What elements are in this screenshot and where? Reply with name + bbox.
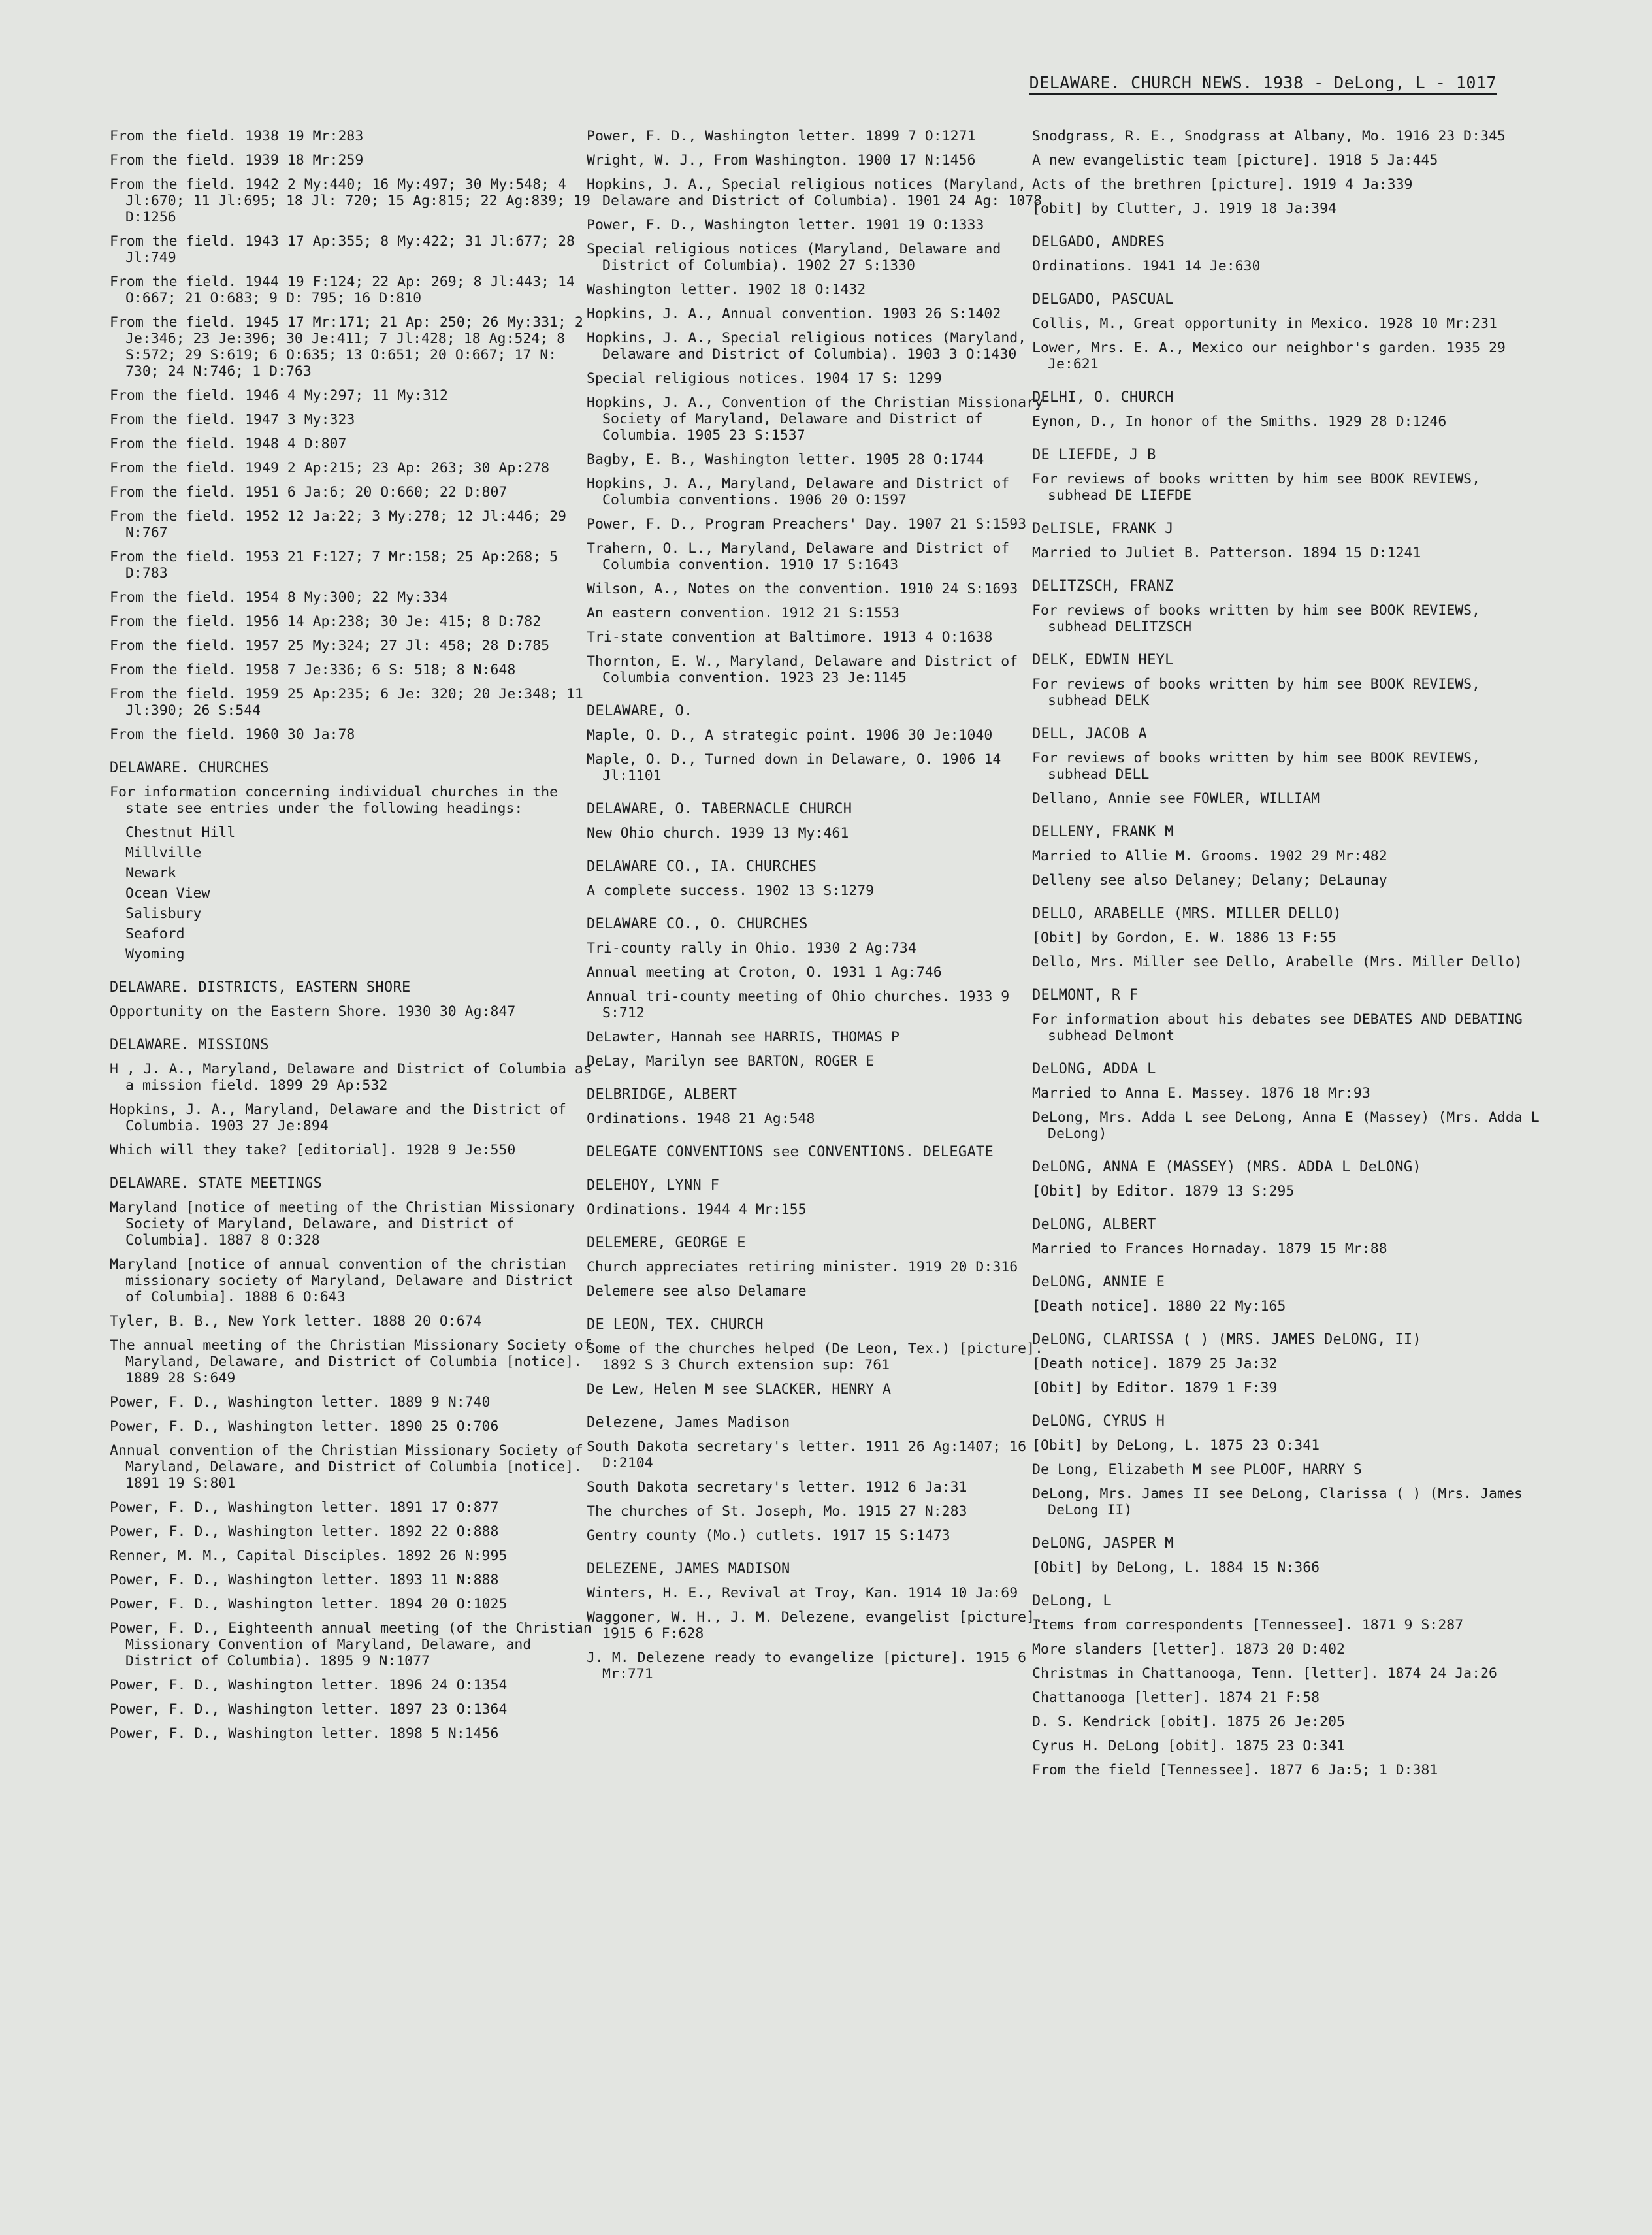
index-entry: Lower, Mrs. E. A., Mexico our neighbor's garden. 1935 29 Je:621	[1032, 340, 1506, 372]
index-entry: Winters, H. E., Revival at Troy, Kan. 1914 10 Ja:69	[587, 1585, 1018, 1601]
index-entry: For information concerning individual churches in the state see entries under the following headings:	[110, 784, 559, 817]
index-entry: Bagby, E. B., Washington letter. 1905 28 O:1744	[587, 451, 984, 468]
index-entry: From the field. 1960 30 Ja:78	[110, 726, 355, 743]
index-entry: [Obit] by DeLong, L. 1875 23 O:341	[1032, 1437, 1320, 1454]
index-entry: Power, F. D., Washington letter. 1898 5 N:1456	[110, 1725, 499, 1742]
index-entry: Power, F. D., Washington letter. 1897 23 O:1364	[110, 1701, 508, 1718]
index-heading: DELK, EDWIN HEYL	[1032, 652, 1174, 668]
index-cross-reference: Delemere see also Delamare	[587, 1283, 807, 1299]
index-subentry: Chestnut Hill	[125, 824, 236, 841]
index-entry: For reviews of books written by him see BOOK REVIEWS, subhead DELL	[1032, 750, 1481, 783]
index-entry: Maple, O. D., Turned down in Delaware, O. 1906 14 Jl:1101	[587, 751, 1001, 784]
index-entry: Married to Anna E. Massey. 1876 18 Mr:93	[1032, 1085, 1370, 1101]
index-entry: For information about his debates see DEBATES AND DEBATING subhead Delmont	[1032, 1011, 1523, 1044]
index-entry: Renner, M. M., Capital Disciples. 1892 26 N:995	[110, 1548, 508, 1564]
index-entry: [Death notice]. 1880 22 My:165	[1032, 1298, 1286, 1314]
index-entry: The churches of St. Joseph, Mo. 1915 27 N:283	[587, 1503, 967, 1520]
index-entry: Hopkins, J. A., Convention of the Christian Missionary Society of Maryland, Delaware and District of Columbia. 1905 23 S:1537	[587, 395, 1043, 444]
index-heading: DELAWARE, O. TABERNACLE CHURCH	[587, 801, 852, 817]
index-subentry: Wyoming	[125, 946, 185, 962]
index-entry: Power, F. D., Program Preachers' Day. 1907 21 S:1593	[587, 516, 1027, 532]
index-entry: South Dakota secretary's letter. 1911 26 Ag:1407; 16 D:2104	[587, 1439, 1027, 1471]
index-heading: DELAWARE. CHURCHES	[110, 760, 269, 776]
index-entry: Wilson, A., Notes on the convention. 1910 24 S:1693	[587, 581, 1018, 597]
index-entry: Special religious notices. 1904 17 S: 1299	[587, 370, 942, 387]
index-entry: The annual meeting of the Christian Missionary Society of Maryland, Delaware, and District of Columbia [notice]. 1889 28 S:649	[110, 1337, 592, 1386]
index-heading: DeLONG, JASPER M	[1032, 1535, 1174, 1552]
index-entry: Power, F. D., Washington letter. 1899 7 O:1271	[587, 128, 976, 144]
index-column-2	[587, 128, 1044, 1690]
index-heading: DeLONG, ADDA L	[1032, 1061, 1156, 1077]
index-entry: South Dakota secretary's letter. 1912 6 Ja:31	[587, 1479, 967, 1495]
index-entry: For reviews of books written by him see BOOK REVIEWS, subhead DELITZSCH	[1032, 602, 1481, 635]
index-entry: Items from correspondents [Tennessee]. 1871 9 S:287	[1032, 1617, 1464, 1633]
index-entry: J. M. Delezene ready to evangelize [picture]. 1915 6 Mr:771	[587, 1650, 1027, 1682]
index-heading: DELGADO, PASCUAL	[1032, 291, 1174, 308]
index-column-3	[1032, 128, 1542, 1786]
index-entry: Tyler, B. B., New York letter. 1888 20 O:674	[110, 1313, 482, 1330]
index-entry: [Obit] by Editor. 1879 1 F:39	[1032, 1380, 1278, 1396]
index-entry: From the field. 1959 25 Ap:235; 6 Je: 320; 20 Je:348; 11 Jl:390; 26 S:544	[110, 686, 583, 719]
index-entry: [Obit] by DeLong, L. 1884 15 N:366	[1032, 1559, 1320, 1576]
index-entry: Power, F. D., Washington letter. 1891 17 O:877	[110, 1499, 499, 1516]
index-entry: From the field. 1946 4 My:297; 11 My:312	[110, 387, 448, 404]
index-cross-reference: De Long, Elizabeth M see PLOOF, HARRY S	[1032, 1461, 1362, 1478]
index-cross-reference: Delleny see also Delaney; Delany; DeLaunay	[1032, 872, 1387, 889]
index-entry: From the field. 1939 18 Mr:259	[110, 152, 364, 169]
index-subentry: Ocean View	[125, 885, 210, 902]
index-entry: From the field. 1949 2 Ap:215; 23 Ap: 263; 30 Ap:278	[110, 460, 550, 476]
index-entry: Christmas in Chattanooga, Tenn. [letter]. 1874 24 Ja:26	[1032, 1665, 1497, 1682]
index-entry: Some of the churches helped (De Leon, Tex.) [picture]. 1892 S 3 Church extension sup: 761	[587, 1341, 1043, 1373]
index-subentry: Newark	[125, 865, 176, 881]
index-cross-reference: De Lew, Helen M see SLACKER, HENRY A	[587, 1381, 891, 1397]
index-entry: [Obit] by Gordon, E. W. 1886 13 F:55	[1032, 930, 1336, 946]
index-heading: DELAWARE CO., O. CHURCHES	[587, 916, 808, 932]
index-entry: Hopkins, J. A., Maryland, Delaware and District of Columbia conventions. 1906 20 O:1597	[587, 476, 1010, 508]
index-heading: DeLONG, CYRUS H	[1032, 1413, 1165, 1429]
index-entry: Cyrus H. DeLong [obit]. 1875 23 O:341	[1032, 1738, 1345, 1754]
index-heading: DELMONT, R F	[1032, 987, 1139, 1003]
index-entry: Opportunity on the Eastern Shore. 1930 30 Ag:847	[110, 1003, 516, 1020]
index-entry: [Obit] by Editor. 1879 13 S:295	[1032, 1183, 1295, 1199]
index-cross-reference: DeLawter, Hannah see HARRIS, THOMAS P	[587, 1029, 899, 1045]
index-entry: [Death notice]. 1879 25 Ja:32	[1032, 1356, 1278, 1372]
index-entry: From the field. 1948 4 D:807	[110, 436, 347, 452]
index-heading: DE LIEFDE, J B	[1032, 447, 1156, 463]
index-cross-reference: Dello, Mrs. Miller see Dello, Arabelle (Mrs. Miller Dello)	[1032, 954, 1523, 970]
index-heading: DELBRIDGE, ALBERT	[587, 1086, 737, 1103]
index-entry: Waggoner, W. H., J. M. Delezene, evangelist [picture]. 1915 6 F:628	[587, 1609, 1043, 1642]
index-cross-reference: Dellano, Annie see FOWLER, WILLIAM	[1032, 791, 1320, 807]
index-entry: Married to Frances Hornaday. 1879 15 Mr:88	[1032, 1241, 1387, 1257]
index-subentry: Seaford	[125, 926, 185, 942]
index-heading: DELLO, ARABELLE (MRS. MILLER DELLO)	[1032, 905, 1342, 922]
index-entry: From the field. 1938 19 Mr:283	[110, 128, 364, 144]
index-entry: Annual tri-county meeting of Ohio churches. 1933 9 S:712	[587, 988, 1010, 1021]
index-entry: Eynon, D., In honor of the Smiths. 1929 28 D:1246	[1032, 414, 1447, 430]
index-entry: From the field [Tennessee]. 1877 6 Ja:5; 1 D:381	[1032, 1762, 1438, 1778]
index-entry: [obit] by Clutter, J. 1919 18 Ja:394	[1032, 201, 1336, 217]
index-entry: Church appreciates retiring minister. 1919 20 D:316	[587, 1259, 1018, 1275]
index-entry: Wright, W. J., From Washington. 1900 17 N:1456	[587, 152, 976, 169]
index-subentry: Salisbury	[125, 905, 202, 922]
index-entry: From the field. 1945 17 Mr:171; 21 Ap: 250; 26 My:331; 2 Je:346; 23 Je:396; 30 Je:411; 7 Jl:428; 18 Ag:524; 8 S:572; 29 S:619; 6 O:635; 13 O:651; 20 O:667; 17 N: 730; 24 N:746; 1 D:763	[110, 314, 583, 380]
index-entry: Hopkins, J. A., Special religious notices (Maryland, Delaware and District of Columbia). 1903 3 O:1430	[587, 330, 1027, 363]
index-entry: Maryland [notice of annual convention of the christian missionary society of Maryland, Delaware and District of Columbia]. 1888 6 O:643	[110, 1256, 574, 1305]
index-entry: Power, F. D., Washington letter. 1896 24 O:1354	[110, 1677, 508, 1693]
index-entry: From the field. 1943 17 Ap:355; 8 My:422; 31 Jl:677; 28 Jl:749	[110, 233, 575, 266]
index-entry: From the field. 1953 21 F:127; 7 Mr:158; 25 Ap:268; 5 D:783	[110, 549, 559, 581]
index-entry: Special religious notices (Maryland, Delaware and District of Columbia). 1902 27 S:1330	[587, 241, 1001, 274]
page-header: DELAWARE. CHURCH NEWS. 1938 - DeLong, L - 1017	[1029, 73, 1497, 95]
index-entry: More slanders [letter]. 1873 20 D:402	[1032, 1641, 1345, 1657]
index-heading: DeLISLE, FRANK J	[1032, 521, 1174, 537]
index-entry: A new evangelistic team [picture]. 1918 5 Ja:445	[1032, 152, 1438, 169]
index-heading: DELAWARE. MISSIONS	[110, 1037, 269, 1053]
index-entry: Snodgrass, R. E., Snodgrass at Albany, Mo. 1916 23 D:345	[1032, 128, 1506, 144]
index-entry: H , J. A., Maryland, Delaware and District of Columbia as a mission field. 1899 29 Ap:532	[110, 1061, 592, 1094]
index-entry: From the field. 1956 14 Ap:238; 30 Je: 415; 8 D:782	[110, 613, 542, 630]
index-entry: From the field. 1952 12 Ja:22; 3 My:278; 12 Jl:446; 29 N:767	[110, 508, 566, 541]
index-heading: DELEMERE, GEORGE E	[587, 1235, 746, 1251]
index-entry: Annual meeting at Croton, O. 1931 1 Ag:746	[587, 964, 942, 981]
index-heading: DELAWARE CO., IA. CHURCHES	[587, 858, 817, 875]
index-column-1	[110, 128, 593, 1750]
index-heading: DELEGATE CONVENTIONS see CONVENTIONS. DELEGATE	[587, 1144, 994, 1160]
index-entry: Collis, M., Great opportunity in Mexico. 1928 10 Mr:231	[1032, 316, 1497, 332]
index-cross-reference: DeLong, Mrs. Adda L see DeLong, Anna E (Massey) (Mrs. Adda L DeLong)	[1032, 1109, 1540, 1142]
index-entry: Power, F. D., Washington letter. 1890 25 O:706	[110, 1418, 499, 1435]
index-entry: Tri-state convention at Baltimore. 1913 4 O:1638	[587, 629, 993, 645]
index-entry: Power, F. D., Washington letter. 1889 9 N:740	[110, 1394, 491, 1411]
index-entry: Washington letter. 1902 18 O:1432	[587, 282, 866, 298]
index-entry: From the field. 1944 19 F:124; 22 Ap: 269; 8 Jl:443; 14 O:667; 21 O:683; 9 D: 795; 16 D:810	[110, 274, 575, 306]
index-subentry: Millville	[125, 845, 202, 861]
index-entry: From the field. 1942 2 My:440; 16 My:497; 30 My:548; 4 Jl:670; 11 Jl:695; 18 Jl: 720; 15 Ag:815; 22 Ag:839; 19 D:1256	[110, 176, 591, 225]
index-entry: From the field. 1957 25 My:324; 27 Jl: 458; 28 D:785	[110, 638, 550, 654]
index-entry: For reviews of books written by him see BOOK REVIEWS, subhead DE LIEFDE	[1032, 471, 1481, 504]
index-entry: Married to Allie M. Grooms. 1902 29 Mr:482	[1032, 848, 1387, 864]
index-entry: From the field. 1958 7 Je:336; 6 S: 518; 8 N:648	[110, 662, 516, 678]
index-entry: From the field. 1954 8 My:300; 22 My:334	[110, 589, 448, 606]
index-entry: Chattanooga [letter]. 1874 21 F:58	[1032, 1689, 1320, 1706]
index-entry: Power, F. D., Washington letter. 1892 22 O:888	[110, 1524, 499, 1540]
index-heading: DeLONG, ANNIE E	[1032, 1274, 1165, 1290]
index-entry: Power, F. D., Washington letter. 1901 19 O:1333	[587, 217, 984, 233]
index-entry: Thornton, E. W., Maryland, Delaware and District of Columbia convention. 1923 23 Je:1145	[587, 653, 1018, 686]
index-entry: New Ohio church. 1939 13 My:461	[587, 825, 849, 841]
index-entry: Hopkins, J. A., Annual convention. 1903 26 S:1402	[587, 306, 1001, 322]
index-entry: Maryland [notice of meeting of the Christian Missionary Society of Maryland, Delaware, and District of Columbia]. 1887 8 O:328	[110, 1199, 575, 1248]
index-heading: DELL, JACOB A	[1032, 726, 1148, 742]
index-heading: DELLENY, FRANK M	[1032, 824, 1174, 840]
index-entry: Gentry county (Mo.) cutlets. 1917 15 S:1473	[587, 1527, 950, 1544]
index-heading: DeLong, L	[1032, 1593, 1112, 1609]
index-heading: DeLONG, ALBERT	[1032, 1216, 1156, 1233]
index-entry: Trahern, O. L., Maryland, Delaware and District of Columbia convention. 1910 17 S:1643	[587, 540, 1010, 573]
index-heading: Delezene, James Madison	[587, 1414, 790, 1431]
index-entry: Power, F. D., Washington letter. 1893 11 N:888	[110, 1572, 499, 1588]
index-entry: Married to Juliet B. Patterson. 1894 15 D:1241	[1032, 545, 1421, 561]
index-heading: DE LEON, TEX. CHURCH	[587, 1316, 764, 1333]
index-entry: For reviews of books written by him see BOOK REVIEWS, subhead DELK	[1032, 676, 1481, 709]
index-heading: DELAWARE. STATE MEETINGS	[110, 1175, 323, 1192]
index-heading: DELAWARE, O.	[587, 703, 693, 719]
index-entry: Power, F. D., Eighteenth annual meeting (of the Christian Missionary Convention of Maryland, Delaware, and District of Columbia). 1895 9 N:1077	[110, 1620, 592, 1669]
index-cross-reference: DeLong, Mrs. James II see DeLong, Clarissa ( ) (Mrs. James DeLong II)	[1032, 1486, 1523, 1518]
index-entry: Hopkins, J. A., Maryland, Delaware and the District of Columbia. 1903 27 Je:894	[110, 1101, 566, 1134]
index-entry: From the field. 1947 3 My:323	[110, 412, 355, 428]
index-entry: Acts of the brethren [picture]. 1919 4 Ja:339	[1032, 176, 1413, 193]
index-entry: D. S. Kendrick [obit]. 1875 26 Je:205	[1032, 1714, 1345, 1730]
index-entry: Ordinations. 1944 4 Mr:155	[587, 1201, 807, 1218]
index-entry: Which will they take? [editorial]. 1928 9 Je:550	[110, 1142, 516, 1158]
index-heading: DELEHOY, LYNN F	[587, 1177, 720, 1194]
index-entry: A complete success. 1902 13 S:1279	[587, 883, 875, 899]
index-entry: Ordinations. 1941 14 Je:630	[1032, 258, 1261, 274]
index-heading: DELGADO, ANDRES	[1032, 234, 1165, 250]
index-entry: Ordinations. 1948 21 Ag:548	[587, 1111, 815, 1127]
index-entry: Tri-county rally in Ohio. 1930 2 Ag:734	[587, 940, 916, 956]
index-heading: DELAWARE. DISTRICTS, EASTERN SHORE	[110, 979, 411, 996]
index-heading: DeLONG, CLARISSA ( ) (MRS. JAMES DeLONG, II)	[1032, 1331, 1421, 1348]
index-entry: Power, F. D., Washington letter. 1894 20 O:1025	[110, 1596, 508, 1612]
index-heading: DELEZENE, JAMES MADISON	[587, 1561, 790, 1577]
index-cross-reference: DeLay, Marilyn see BARTON, ROGER E	[587, 1053, 875, 1069]
index-entry: Maple, O. D., A strategic point. 1906 30 Je:1040	[587, 727, 993, 743]
index-heading: DELHI, O. CHURCH	[1032, 389, 1174, 406]
index-entry: From the field. 1951 6 Ja:6; 20 O:660; 22 D:807	[110, 484, 508, 500]
index-entry: Hopkins, J. A., Special religious notices (Maryland, Delaware and District of Columbia). 1901 24 Ag: 1078	[587, 176, 1043, 209]
index-heading: DeLONG, ANNA E (MASSEY) (MRS. ADDA L DeLONG)	[1032, 1159, 1421, 1175]
index-heading: DELITZSCH, FRANZ	[1032, 578, 1174, 595]
index-entry: Annual convention of the Christian Missionary Society of Maryland, Delaware, and District of Columbia [notice]. 1891 19 S:801	[110, 1443, 583, 1492]
index-entry: An eastern convention. 1912 21 S:1553	[587, 605, 899, 621]
